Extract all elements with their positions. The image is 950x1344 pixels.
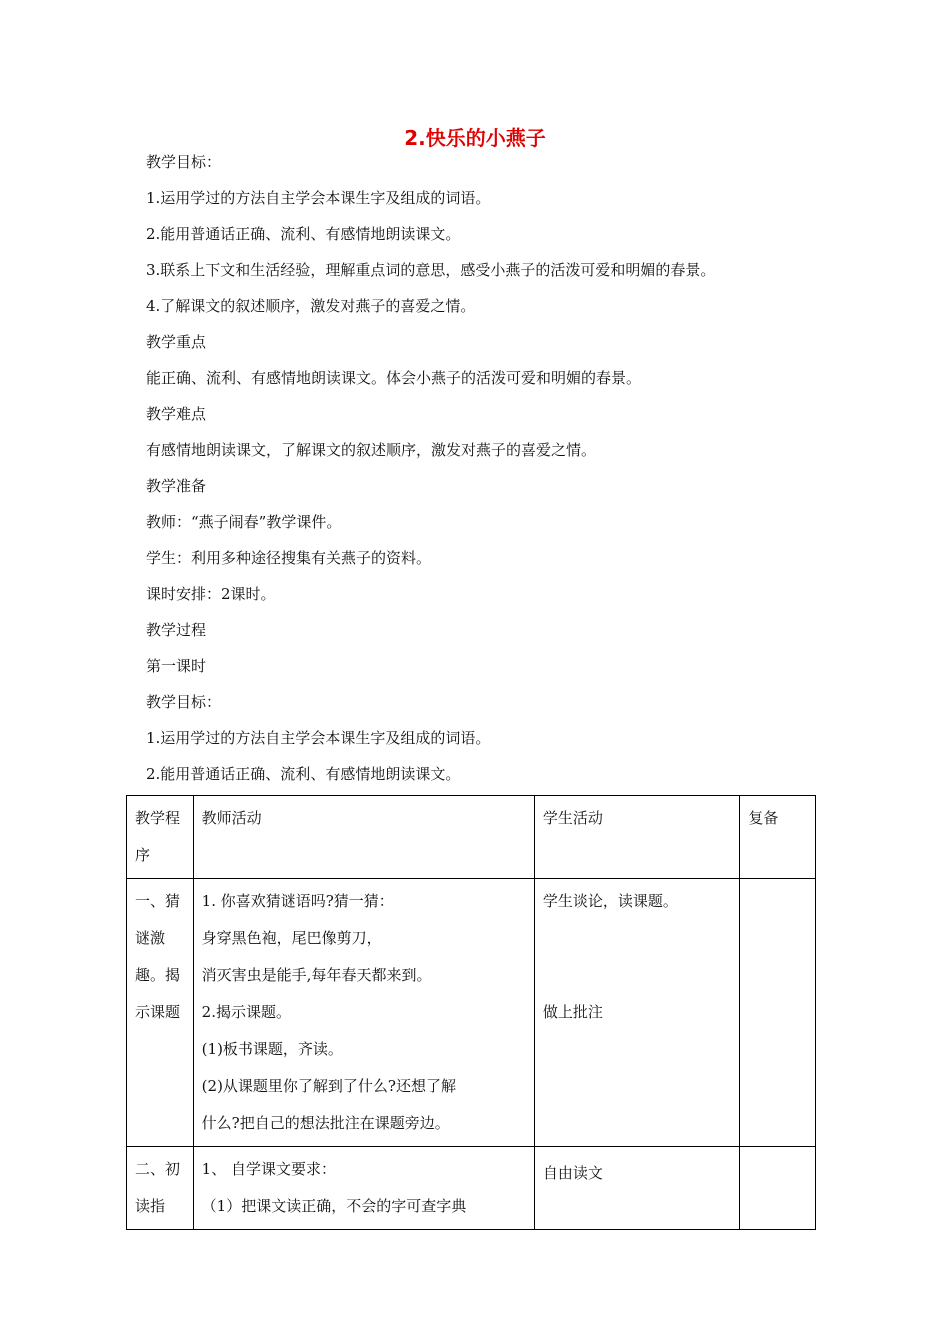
review-cell (740, 879, 816, 1147)
header-cell-procedure: 教学程 序 (127, 796, 194, 879)
section-heading-process: 教学过程 (146, 621, 207, 639)
schedule-text: 课时安排：2课时。 (146, 585, 276, 603)
student-activity-cell: 学生谈论，读课题。 做上批注 (534, 879, 740, 1147)
section-heading-objectives: 教学目标： (146, 693, 222, 711)
section-heading-objectives: 教学目标： (146, 153, 222, 171)
document-title: 2.快乐的小燕子 (404, 126, 546, 150)
difficulties-text: 有感情地朗读课文，了解课文的叙述顺序，激发对燕子的喜爱之情。 (146, 441, 597, 459)
procedure-cell: 一、猜 谜激 趣。揭 示课题 (127, 879, 194, 1147)
objective-item: 4.了解课文的叙述顺序，激发对燕子的喜爱之情。 (146, 297, 476, 315)
table-row (127, 1147, 816, 1230)
teacher-activity-cell: 1. 你喜欢猜谜语吗?猜一猜： 身穿黑色袍，尾巴像剪刀， 消灭害虫是能手,每年春天都来到。 2.揭示课题。 (1)板书课题，齐读。 (2)从课题里你了解到了什么?还想了解 什么?把自己的想法批注在课题旁边。 (193, 879, 534, 1147)
objective-item: 2.能用普通话正确、流利、有感情地朗读课文。 (146, 765, 461, 783)
objective-item: 2.能用普通话正确、流利、有感情地朗读课文。 (146, 225, 461, 243)
lesson-table (126, 795, 816, 1230)
review-cell (740, 1147, 816, 1230)
student-activity-cell: 自由读文 (534, 1147, 740, 1230)
key-points-text: 能正确、流利、有感情地朗读课文。体会小燕子的活泼可爱和明媚的春景。 (146, 369, 642, 387)
header-cell-teacher-activity: 教师活动 (193, 796, 534, 879)
objective-item: 1.运用学过的方法自主学会本课生字及组成的词语。 (146, 729, 491, 747)
lesson-heading: 第一课时 (146, 657, 207, 675)
table-header-row (127, 796, 816, 879)
header-cell-review: 复备 (740, 796, 816, 879)
section-heading-preparation: 教学准备 (146, 477, 207, 495)
objective-item: 1.运用学过的方法自主学会本课生字及组成的词语。 (146, 189, 491, 207)
table-row (127, 879, 816, 1147)
teacher-activity-cell: 1、 自学课文要求： （1）把课文读正确，不会的字可查字典 (193, 1147, 534, 1230)
objective-item: 3.联系上下文和生活经验，理解重点词的意思，感受小燕子的活泼可爱和明媚的春景。 (146, 261, 716, 279)
preparation-student: 学生：利用多种途径搜集有关燕子的资料。 (146, 549, 432, 567)
preparation-teacher: 教师：“燕子闹春”教学课件。 (146, 513, 342, 531)
procedure-cell: 二、初 读指 (127, 1147, 194, 1230)
header-cell-student-activity: 学生活动 (534, 796, 740, 879)
section-heading-difficulties: 教学难点 (146, 405, 207, 423)
section-heading-key-points: 教学重点 (146, 333, 207, 351)
